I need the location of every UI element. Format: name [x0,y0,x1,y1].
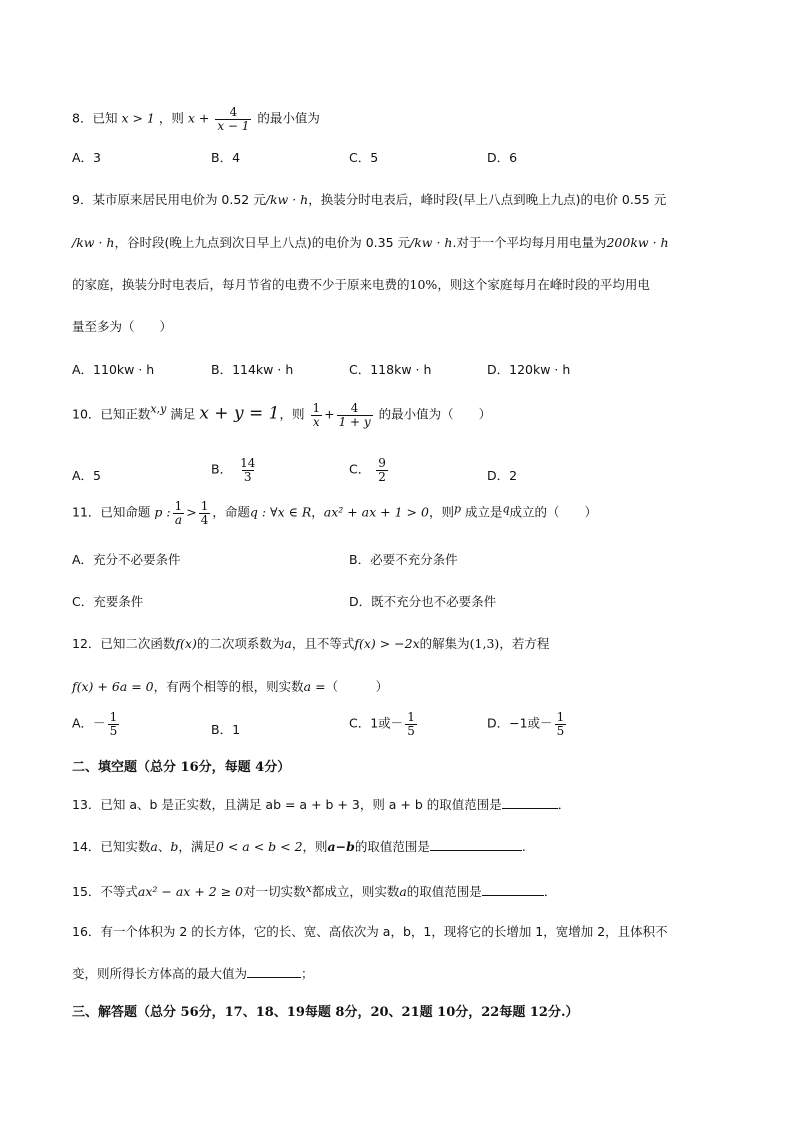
q14-sep: 、 [157,839,171,854]
q9-unit-2: /kw · h [72,235,115,250]
q11-frac-2-num: 1 [200,499,209,513]
q11-frac-1-num: 1 [174,499,183,513]
q11-option-c: C．充要条件 [72,594,144,609]
q14-mid: ，满足 [178,839,216,854]
q12-option-c-num: 1 [407,710,415,724]
q14-b: b [170,839,179,854]
q11-frac-2 [199,500,211,526]
q14-prefix: 14．已知实数 [72,839,151,854]
q11-p: p [453,502,461,516]
q15-answer-blank[interactable] [482,894,544,896]
q13-end: ． [557,797,571,812]
q12-solution-set: (1,3) [469,636,500,651]
q12-line2-end: （ ） [325,679,389,694]
q10-frac-1-den: x [312,414,320,429]
q11-q-expr: q : ∀x ∈ R [249,504,312,520]
q11-mid2: ，则 [428,504,454,520]
question-13 [72,799,570,812]
q10-option-c-den: 2 [378,469,386,484]
q12-option-d [487,711,568,737]
q8-frac-num: 4 [229,105,238,119]
q12-option-b: B．1 [211,722,241,737]
q10-frac-1-num: 1 [312,401,321,415]
q14-answer-blank[interactable] [430,849,522,851]
q8-option-a: A．3 [72,150,102,165]
q10-option-b [211,457,259,483]
q10-vars: x,y [150,402,167,416]
q10-option-b-den: 3 [243,469,252,484]
q9-text-b: ，换装分时电表后，峰时段(早上八点到晚上九点)的电价 0.55 元 [308,192,667,207]
q10-option-c [349,457,390,483]
q15-mid: 对一切实数 [243,884,306,899]
question-9-line-4: 量至多为（ ） [72,319,173,334]
q13-text: 13．已知 a、b 是正实数，且满足 ab = a + b + 3，则 a + b 的取值范围是 [72,797,502,812]
question-15 [72,883,556,899]
q15-a: a [399,884,407,899]
q11-frac-1 [173,500,185,526]
q12-suffix: ，若方程 [499,636,550,651]
question-9-line-2 [72,237,669,250]
q11-mid3: 成立是 [464,504,503,520]
q8-suffix: 的最小值为 [257,110,320,126]
q16-answer-blank[interactable] [247,976,301,978]
question-9-line-3 [72,279,650,292]
q12-option-d-den: 5 [556,723,565,738]
q11-option-a: A．充分不必要条件 [72,552,181,567]
q8-prefix: 8．已知 [72,110,118,126]
q8-expr: x + [187,110,210,126]
q12-option-a-label: A．－ [72,715,106,731]
q12-option-d-num: 1 [556,710,565,724]
q10-option-b-label: B． [211,461,233,477]
q12-line2-mid: ，有两个相等的根，则实数 [153,679,304,694]
q10-option-c-frac [376,457,388,483]
q9-option-c: C．118kw · h [349,362,432,377]
question-8 [72,106,320,132]
q10-frac-1 [310,402,322,428]
question-9-line-1 [72,194,666,207]
q10-option-b-num: 14 [240,456,256,470]
q9-amount: 200kw · h [606,235,669,250]
q10-option-d: D．2 [487,468,518,483]
q9-unit: /kw · h [265,192,309,207]
q9-percent: 10% [409,277,438,292]
section-fill-in-heading: 二、填空题（总分 16分，每题 4分） [72,760,291,775]
q10-option-c-num: 9 [378,456,386,470]
q12-option-a-num: 1 [109,710,118,724]
q11-option-d: D．既不充分也不必要条件 [349,594,497,609]
q12-mid3: 的解集为 [419,636,470,651]
question-16-line-2 [72,968,314,981]
q10-option-a: A．5 [72,468,102,483]
q11-prefix: 11．已知命题 [72,504,151,520]
q15-inequality: ax² − ax + 2 ≥ 0 [137,884,244,899]
q10-condition: x + y = 1 [199,403,280,424]
q9-option-d: D．120kw · h [487,362,571,377]
q12-option-c [349,711,419,737]
q12-prefix: 12．已知二次函数 [72,636,176,651]
q12-option-c-frac [405,711,417,737]
q10-plus: + [324,406,335,422]
q11-gt: > [186,504,197,520]
q12-fx: f(x) [175,636,197,651]
q11-q: q [502,502,510,516]
q12-a: a [284,636,292,651]
q15-end: ． [543,884,557,899]
q12-line2-a: a = [303,679,326,694]
q10-option-b-frac [238,457,257,483]
q10-mid2: ，则 [279,406,305,422]
q15-prefix: 15．不等式 [72,884,138,899]
q11-comma: ， [311,504,324,520]
q16-text: 变，则所得长方体高的最大值为 [72,966,248,981]
q10-mid: 满足 [170,406,196,422]
q8-fraction [215,106,251,132]
q14-end: . [521,839,526,854]
q12-option-c-label: C．1或－ [349,715,404,731]
q11-mid: ，命题 [212,504,250,520]
q9-text-c: ，谷时段(晚上九点到次日早上八点)的电价为 0.35 元 [114,235,411,250]
q11-p-label: p : [154,504,171,520]
q14-expression: a−b [327,839,355,854]
q9-text-a: 9．某市原来居民用电价为 0.52 元 [72,192,266,207]
q12-mid2: ，且不等式 [291,636,355,651]
q11-option-b: B．必要不充分条件 [349,552,458,567]
q12-option-d-frac [555,711,567,737]
q10-frac-2-num: 4 [350,401,359,415]
q9-text-f: ，则这个家庭每月在峰时段的平均用电 [437,277,650,292]
q11-inequality: ax² + ax + 1 > 0 [323,504,429,520]
q11-frac-1-den: a [174,512,182,527]
q12-option-d-label: D．−1或－ [487,715,553,731]
question-12-line-1 [72,638,549,651]
q14-condition: 0 < a < b < 2 [215,839,303,854]
q8-condition: x > 1 [121,110,155,126]
q10-frac-2-den: 1 + y [338,414,371,429]
q15-mid2: 都成立，则实数 [311,884,400,899]
q11-frac-2-den: 4 [200,512,209,527]
q10-frac-2 [337,402,373,428]
q9-text-d: .对于一个平均每月用电量为 [452,235,607,250]
q9-unit-3: /kw · h [410,235,453,250]
q12-option-c-den: 5 [407,723,415,738]
q8-option-b: B．4 [211,150,241,165]
q12-equation: f(x) + 6a = 0 [72,679,154,694]
q8-option-d: D．6 [487,150,518,165]
question-14 [72,841,526,854]
q14-suffix: 的取值范围是 [354,839,430,854]
q12-inequality: f(x) > −2x [354,636,420,651]
q16-end: ； [301,966,314,981]
q8-frac-den: x − 1 [217,118,250,133]
question-16-line-1: 16．有一个体积为 2 的长方体，它的长、宽、高依次为 a，b，1，现将它的长增加 1，宽增加 2，且体积不 [72,924,668,939]
q12-option-a [72,711,121,737]
q10-option-c-label: C． [349,461,371,477]
question-11 [72,500,597,526]
q10-prefix: 10．已知正数 [72,406,151,422]
q15-suffix: 的取值范围是 [406,884,482,899]
q12-option-a-den: 5 [109,723,118,738]
q9-text-e: 的家庭，换装分时电表后，每月节省的电费不少于原来电费的 [72,277,410,292]
q9-option-a: A．110kw · h [72,362,155,377]
q12-mid: 的二次项系数为 [196,636,285,651]
q11-suffix: 成立的（ ） [509,504,598,520]
q9-option-b: B．114kw · h [211,362,294,377]
question-12-line-2 [72,681,388,694]
q12-option-a-frac [108,711,120,737]
q14-a: a [150,839,158,854]
section-answer-heading: 三、解答题（总分 56分，17、18、19每题 8分，20、21题 10分，22每题 12分.） [72,1005,579,1020]
q8-mid: ，则 [158,110,184,126]
q8-option-c: C．5 [349,150,379,165]
q13-answer-blank[interactable] [502,807,558,809]
question-10 [72,402,491,428]
q10-suffix: 的最小值为（ ） [378,406,492,422]
q15-x: x [305,882,312,895]
q14-mid2: ，则 [302,839,328,854]
